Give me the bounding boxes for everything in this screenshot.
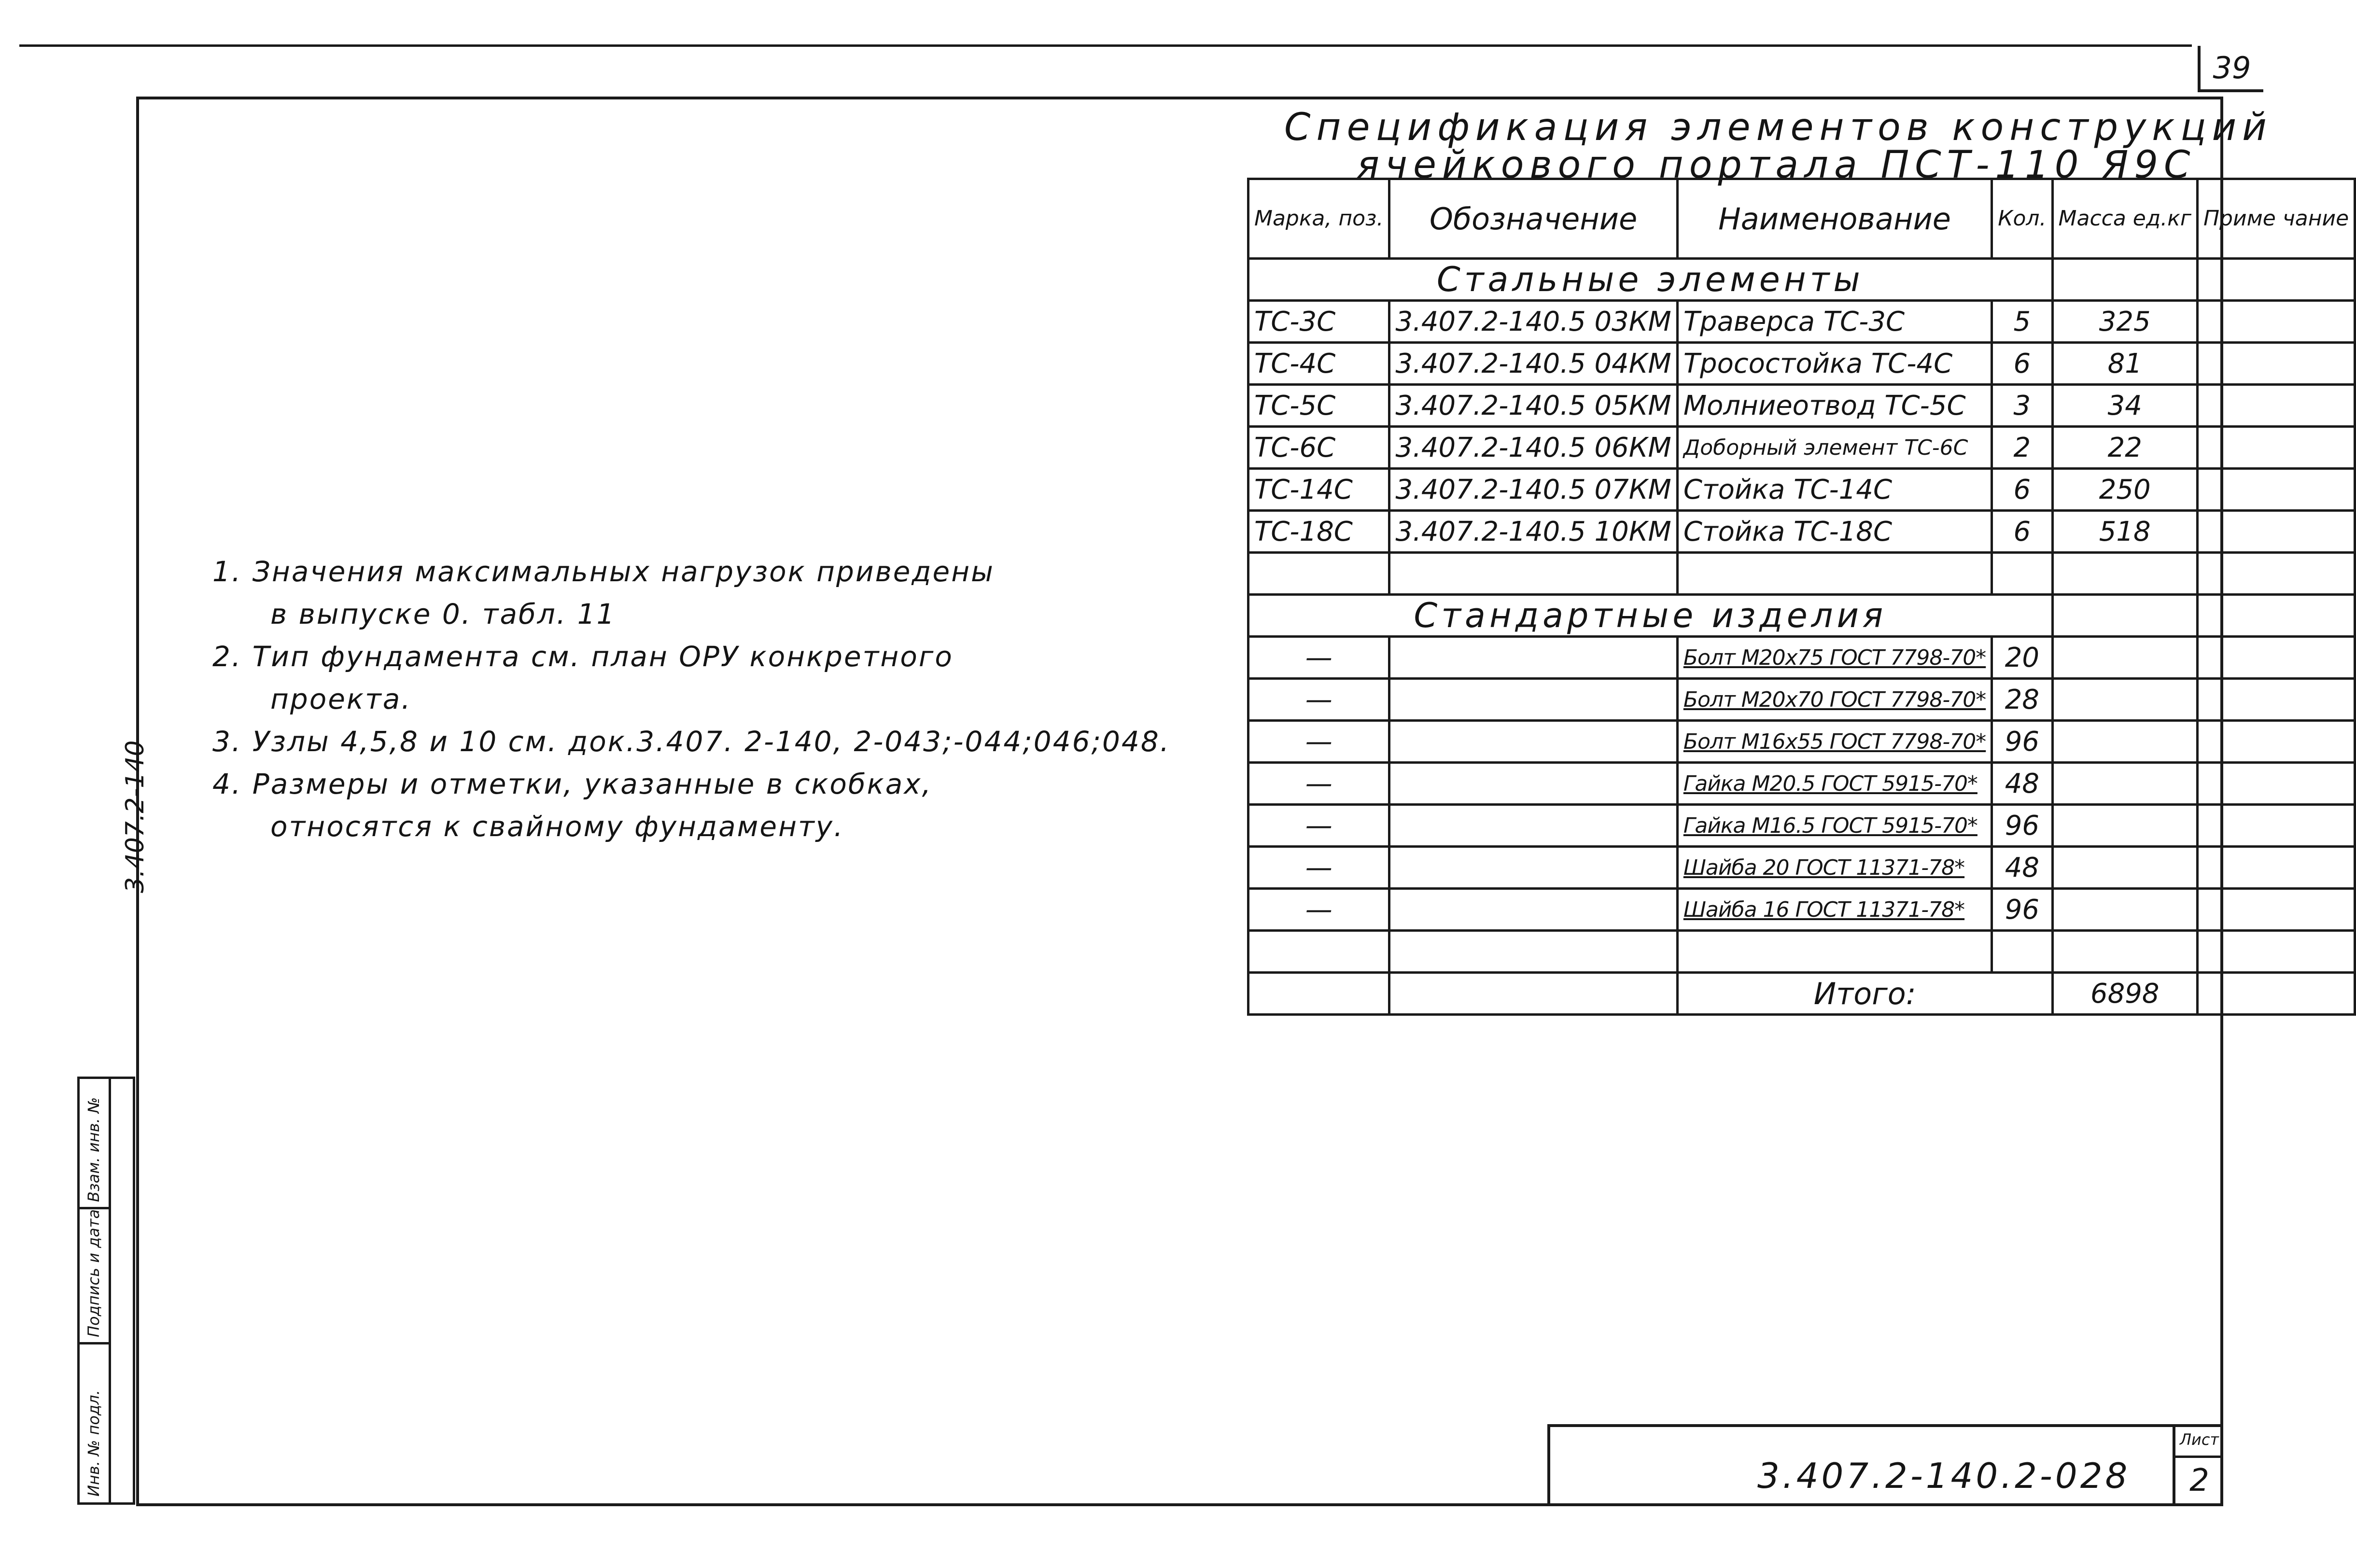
cell-designation <box>1389 679 1677 721</box>
empty-row <box>1248 931 2355 973</box>
empty-cell <box>1248 973 1389 1015</box>
strip-label-inventory: Инв. № подл. <box>84 1390 103 1497</box>
note-text: Узлы 4,5,8 и 10 см. док.3.407. 2-140, 2-043;-044;046;048. <box>252 725 1171 758</box>
cell-note <box>2197 511 2355 553</box>
specification-table <box>1247 178 2356 1016</box>
note-continuation: проекта. <box>270 683 412 715</box>
cell-mass: 34 <box>2052 385 2197 427</box>
page-number: 39 <box>2198 46 2263 92</box>
header-note: Приме чание <box>2197 179 2355 259</box>
table-row <box>1248 721 2355 763</box>
cell-mark: — <box>1248 721 1389 763</box>
note-continuation: в выпуске 0. табл. 11 <box>270 598 616 630</box>
note-item <box>212 720 1170 763</box>
table-row <box>1248 847 2355 889</box>
cell-note <box>2197 763 2355 805</box>
cell-note <box>2197 469 2355 511</box>
cell-note <box>2197 805 2355 847</box>
cell-name: Стойка ТС-14С <box>1677 469 1991 511</box>
table-row <box>1248 805 2355 847</box>
cell-qty: 96 <box>1992 805 2052 847</box>
cell-note <box>2197 301 2355 343</box>
cell-mark: — <box>1248 847 1389 889</box>
cell-name: Шайба 20 ГОСТ 11371-78* <box>1677 847 1991 889</box>
cell-qty: 20 <box>1992 637 2052 679</box>
table-header-row <box>1248 179 2355 259</box>
cell-mark: — <box>1248 805 1389 847</box>
cell-mass: 250 <box>2052 469 2197 511</box>
left-approval-strip <box>77 1077 135 1505</box>
cell-note <box>2197 889 2355 931</box>
cell-qty: 2 <box>1992 427 2052 469</box>
header-mass: Масса ед.кг <box>2052 179 2197 259</box>
cell-note <box>2197 637 2355 679</box>
table-row <box>1248 889 2355 931</box>
empty-cell <box>1677 553 1991 595</box>
cell-designation: 3.407.2-140.5 04КМ <box>1389 343 1677 385</box>
cell-mass: 325 <box>2052 301 2197 343</box>
table-row <box>1248 385 2355 427</box>
cell-mass <box>2052 763 2197 805</box>
strip-divider <box>109 1079 111 1502</box>
cell-mass <box>2052 679 2197 721</box>
table-row <box>1248 301 2355 343</box>
cell-name: Болт М20х70 ГОСТ 7798-70* <box>1677 679 1991 721</box>
empty-cell <box>1248 931 1389 973</box>
cell-qty: 6 <box>1992 469 2052 511</box>
cell-designation <box>1389 763 1677 805</box>
empty-cell <box>1992 931 2052 973</box>
cell-qty: 3 <box>1992 385 2052 427</box>
cell-designation <box>1389 805 1677 847</box>
cell-designation: 3.407.2-140.5 03КМ <box>1389 301 1677 343</box>
cell-note <box>2197 679 2355 721</box>
cell-mark: — <box>1248 763 1389 805</box>
spec-title-line-2: ячейкового портала ПСТ-110 Я9С <box>1357 143 2196 187</box>
cell-name: Доборный элемент ТС-6С <box>1677 427 1991 469</box>
cell-name: Болт М20х75 ГОСТ 7798-70* <box>1677 637 1991 679</box>
empty-cell <box>2052 595 2197 637</box>
section-title-standard: Стандартные изделия <box>1248 595 2053 637</box>
cell-mark: — <box>1248 889 1389 931</box>
cell-name: Шайба 16 ГОСТ 11371-78* <box>1677 889 1991 931</box>
cell-mark: ТС-14С <box>1248 469 1389 511</box>
empty-cell <box>2052 259 2197 301</box>
cell-mass <box>2052 637 2197 679</box>
sheet-box <box>2173 1424 2223 1506</box>
empty-cell <box>2197 595 2355 637</box>
section-title-steel: Стальные элементы <box>1248 259 2053 301</box>
sheet-top-line <box>19 44 2192 47</box>
cell-note <box>2197 427 2355 469</box>
cell-name: Гайка М20.5 ГОСТ 5915-70* <box>1677 763 1991 805</box>
header-qty: Кол. <box>1992 179 2052 259</box>
note-text: Значения максимальных нагрузок приведены <box>252 555 995 588</box>
cell-designation <box>1389 889 1677 931</box>
cell-mark: ТС-5С <box>1248 385 1389 427</box>
side-document-code: 3.407.2-140 <box>121 740 150 893</box>
header-name: Наименование <box>1677 179 1991 259</box>
cell-note <box>2197 343 2355 385</box>
cell-mass <box>2052 721 2197 763</box>
spec-title <box>1284 106 2272 187</box>
section-row-standard <box>1248 595 2355 637</box>
note-number: 1. <box>212 555 242 588</box>
table-row <box>1248 763 2355 805</box>
section-row-steel <box>1248 259 2355 301</box>
cell-qty: 48 <box>1992 763 2052 805</box>
cell-name: Тросостойка ТС-4С <box>1677 343 1991 385</box>
cell-mass <box>2052 847 2197 889</box>
cell-mass <box>2052 805 2197 847</box>
empty-cell <box>2052 931 2197 973</box>
sheet-value: 2 <box>2189 1463 2209 1498</box>
cell-qty: 6 <box>1992 511 2052 553</box>
cell-designation: 3.407.2-140.5 06КМ <box>1389 427 1677 469</box>
empty-cell <box>1248 553 1389 595</box>
cell-designation <box>1389 637 1677 679</box>
empty-cell <box>2197 931 2355 973</box>
cell-mark: ТС-18С <box>1248 511 1389 553</box>
cell-mark: ТС-6С <box>1248 427 1389 469</box>
note-continuation: относятся к свайному фундаменту. <box>270 810 844 843</box>
empty-cell <box>2197 553 2355 595</box>
header-mark: Марка, поз. <box>1248 179 1389 259</box>
table-row <box>1248 511 2355 553</box>
empty-cell <box>1389 973 1677 1015</box>
strip-label-replacement: Взам. инв. № <box>84 1097 103 1202</box>
cell-name: Молниеотвод ТС-5С <box>1677 385 1991 427</box>
header-designation: Обозначение <box>1389 179 1677 259</box>
total-label: Итого: <box>1677 973 2052 1015</box>
note-number: 3. <box>212 725 242 758</box>
strip-label-signature: Подпись и дата <box>84 1209 103 1337</box>
cell-qty: 48 <box>1992 847 2052 889</box>
document-code: 3.407.2-140.2-028 <box>1757 1456 2131 1496</box>
table-row <box>1248 469 2355 511</box>
empty-cell <box>2197 973 2355 1015</box>
cell-mass: 22 <box>2052 427 2197 469</box>
cell-name: Стойка ТС-18С <box>1677 511 1991 553</box>
empty-cell <box>2197 259 2355 301</box>
empty-cell <box>2052 553 2197 595</box>
table-row <box>1248 343 2355 385</box>
empty-cell <box>1389 553 1677 595</box>
cell-designation <box>1389 847 1677 889</box>
cell-note <box>2197 847 2355 889</box>
cell-name: Болт М16х55 ГОСТ 7798-70* <box>1677 721 1991 763</box>
cell-name: Траверса ТС-3С <box>1677 301 1991 343</box>
cell-mark: — <box>1248 637 1389 679</box>
cell-note <box>2197 385 2355 427</box>
total-row <box>1248 973 2355 1015</box>
cell-mass <box>2052 889 2197 931</box>
note-number: 2. <box>212 640 242 673</box>
empty-cell <box>1677 931 1991 973</box>
note-item <box>212 635 1170 678</box>
empty-row <box>1248 553 2355 595</box>
table-row <box>1248 427 2355 469</box>
note-number: 4. <box>212 768 242 800</box>
cell-mass: 81 <box>2052 343 2197 385</box>
cell-qty: 5 <box>1992 301 2052 343</box>
note-item <box>212 550 1170 593</box>
cell-mark: ТС-4С <box>1248 343 1389 385</box>
note-text: Тип фундамента см. план ОРУ конкретного <box>252 640 954 673</box>
total-value: 6898 <box>2052 973 2197 1015</box>
note-text: Размеры и отметки, указанные в скобках, <box>252 768 933 800</box>
cell-qty: 28 <box>1992 679 2052 721</box>
cell-mark: ТС-3С <box>1248 301 1389 343</box>
cell-designation: 3.407.2-140.5 07КМ <box>1389 469 1677 511</box>
empty-cell <box>1389 931 1677 973</box>
cell-designation: 3.407.2-140.5 10КМ <box>1389 511 1677 553</box>
empty-cell <box>1992 553 2052 595</box>
cell-qty: 96 <box>1992 721 2052 763</box>
cell-mass: 518 <box>2052 511 2197 553</box>
sheet-label: Лист <box>2175 1424 2223 1458</box>
cell-note <box>2197 721 2355 763</box>
notes-list <box>212 550 1170 848</box>
cell-name: Гайка М16.5 ГОСТ 5915-70* <box>1677 805 1991 847</box>
cell-designation <box>1389 721 1677 763</box>
table-row <box>1248 679 2355 721</box>
cell-designation: 3.407.2-140.5 05КМ <box>1389 385 1677 427</box>
note-item <box>212 763 1170 805</box>
cell-mark: — <box>1248 679 1389 721</box>
cell-qty: 6 <box>1992 343 2052 385</box>
table-row <box>1248 637 2355 679</box>
cell-qty: 96 <box>1992 889 2052 931</box>
spec-title-line-1: Спецификация элементов конструкций <box>1284 106 2272 149</box>
